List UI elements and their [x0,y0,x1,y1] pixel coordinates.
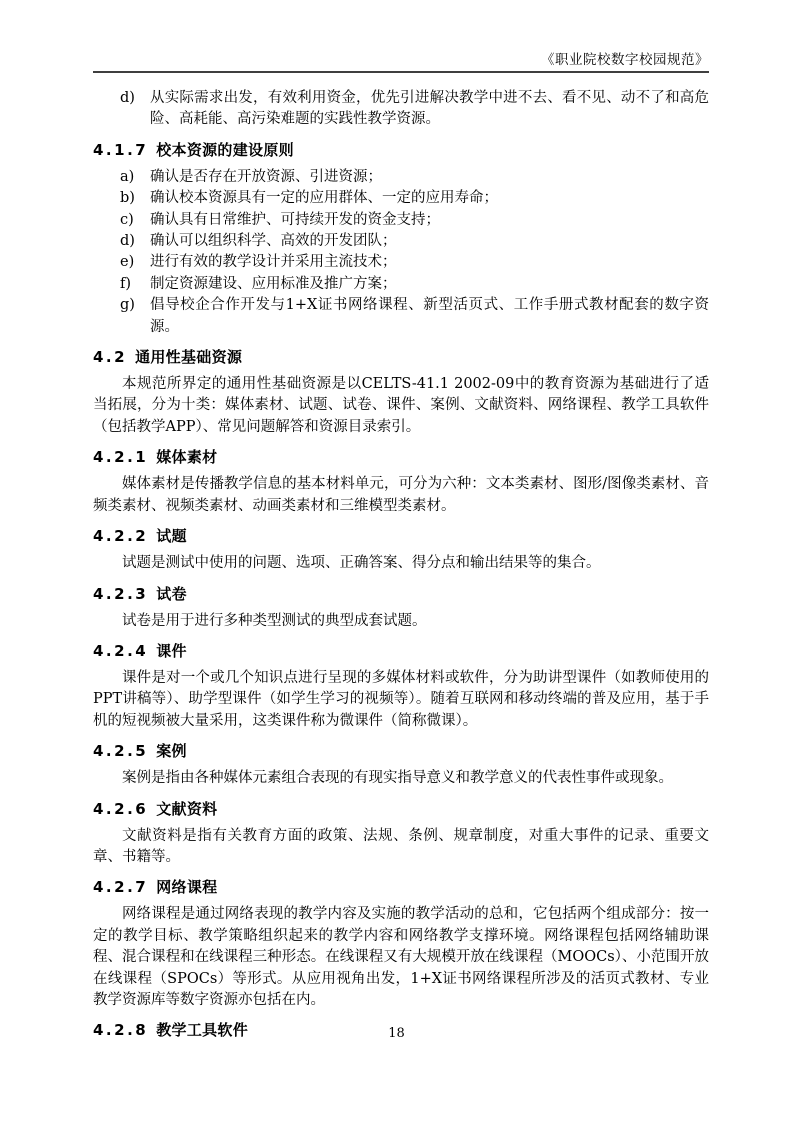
section-title: 案例 [156,742,187,761]
section-4-1-7-list [93,167,709,338]
list-item-label: e) [120,254,135,271]
section-number: 4.1.7 [93,140,149,159]
list-item-text: 制定资源建设、应用标准及推广方案； [150,275,397,292]
section-4-2-paragraph: 本规范所界定的通用性基础资源是以CELTS-41.1 2002-09中的教育资源为基础进行了适当拓展，分为十类：媒体素材、试题、试卷、课件、案例、文献资料、网络课程、教学工具软件（包括教学APP）、常见问题解答和资源目录索引。 [93,376,709,435]
list-item-text: 确认是否存在开放资源、引进资源； [150,168,382,185]
section-paragraph: 试题是测试中使用的问题、选项、正确答案、得分点和输出结果等的集合。 [122,555,601,572]
section-title: 课件 [156,641,187,660]
section-number: 4.2.1 [93,448,149,467]
section-heading-4-2-1 [93,447,709,467]
section-title: 媒体素材 [156,448,218,467]
section-title: 试题 [156,527,187,546]
page-number: 18 [388,1026,405,1041]
section-heading-4-2-5 [93,741,709,761]
section-number: 4.2.6 [93,799,149,818]
list-item [120,188,709,209]
list-item-text: 确认具有日常维护、可持续开发的资金支持； [150,211,440,228]
section-number: 4.2.5 [93,742,149,761]
list-item-label: a) [120,168,135,185]
list-item [120,88,709,131]
running-header-title: 《职业院校数字校园规范》 [541,52,709,68]
section-number: 4.2.3 [93,584,149,603]
list-item [120,274,709,295]
section-number: 4.2.7 [93,878,149,897]
section-paragraph: 媒体素材是传播教学信息的基本材料单元，可分为六种：文本类素材、图形/图像类素材、音频类素材、视频类素材、动画类素材和三维模型类素材。 [93,476,709,514]
section-number: 4.2.2 [93,527,149,546]
list-item-label: b) [120,190,135,207]
section-title: 校本资源的建设原则 [156,140,294,159]
list-item-text: 从实际需求出发，有效利用资金，优先引进解决教学中进不去、看不见、动不了和高危险、高耗能、高污染难题的实践性教学资源。 [150,90,709,128]
section-heading-4-2 [93,347,709,367]
section-paragraph: 文献资料是指有关教育方面的政策、法规、条例、规章制度，对重大事件的记录、重要文章、书籍等。 [93,827,709,865]
section-title: 教学工具软件 [156,1021,249,1040]
section-paragraph: 案例是指由各种媒体元素组合表现的有现实指导意义和教学意义的代表性事件或现象。 [122,770,673,787]
list-item [120,252,709,273]
intro-list [93,88,709,131]
list-item-text: 进行有效的教学设计并采用主流技术； [150,254,397,271]
section-title: 试卷 [156,584,187,603]
list-item-label: g) [120,297,135,314]
list-item-text: 确认可以组织科学、高效的开发团队； [150,233,397,250]
page-content [93,88,709,1047]
section-heading-4-2-3 [93,584,709,604]
section-heading-4-2-6 [93,799,709,819]
section-heading-4-2-7 [93,877,709,897]
list-item [120,210,709,231]
section-title: 通用性基础资源 [135,348,243,367]
list-item [120,231,709,252]
list-item-label: d) [120,233,135,250]
page-footer [0,1026,793,1041]
page-header [93,48,709,73]
list-item-label: c) [120,211,134,228]
list-item-label: d) [120,90,135,106]
section-heading-4-1-7 [93,140,709,160]
list-item-label: f) [120,275,132,292]
list-item-text: 确认校本资源具有一定的应用群体、一定的应用寿命； [150,190,498,207]
list-item [120,167,709,188]
section-title: 网络课程 [156,878,218,897]
section-paragraph: 课件是对一个或几个知识点进行呈现的多媒体材料或软件，分为助讲型课件（如教师使用的PPT讲稿等）、助学型课件（如学生学习的视频等）。随着互联网和移动终端的普及应用，基于手机的短视频被大量采用，这类课件称为微课件（简称微课）。 [93,669,709,729]
list-item-text: 倡导校企合作开发与1+X证书网络课程、新型活页式、工作手册式教材配套的数字资源。 [150,297,709,335]
section-title: 文献资料 [156,799,218,818]
section-number: 4.2.8 [93,1021,149,1040]
section-paragraph: 试卷是用于进行多种类型测试的典型成套试题。 [122,612,427,629]
section-heading-4-2-2 [93,526,709,546]
section-paragraph: 网络课程是通过网络表现的教学内容及实施的教学活动的总和，它包括两个组成部分：按一定的教学目标、教学策略组织起来的教学内容和网络教学支撑环境。网络课程包括网络辅助课程、混合课程和在线课程三种形态。在线课程又有大规模开放在线课程（MOOCs）、小范围开放在线课程（SPOCs）等形式。从应用视角出发，1+X证书网络课程所涉及的活页式教材、专业教学资源库等数字资源亦包括在内。 [93,906,709,1008]
section-number: 4.2.4 [93,641,149,660]
list-item [120,295,709,338]
section-heading-4-2-4 [93,641,709,661]
section-number: 4.2 [93,348,128,367]
